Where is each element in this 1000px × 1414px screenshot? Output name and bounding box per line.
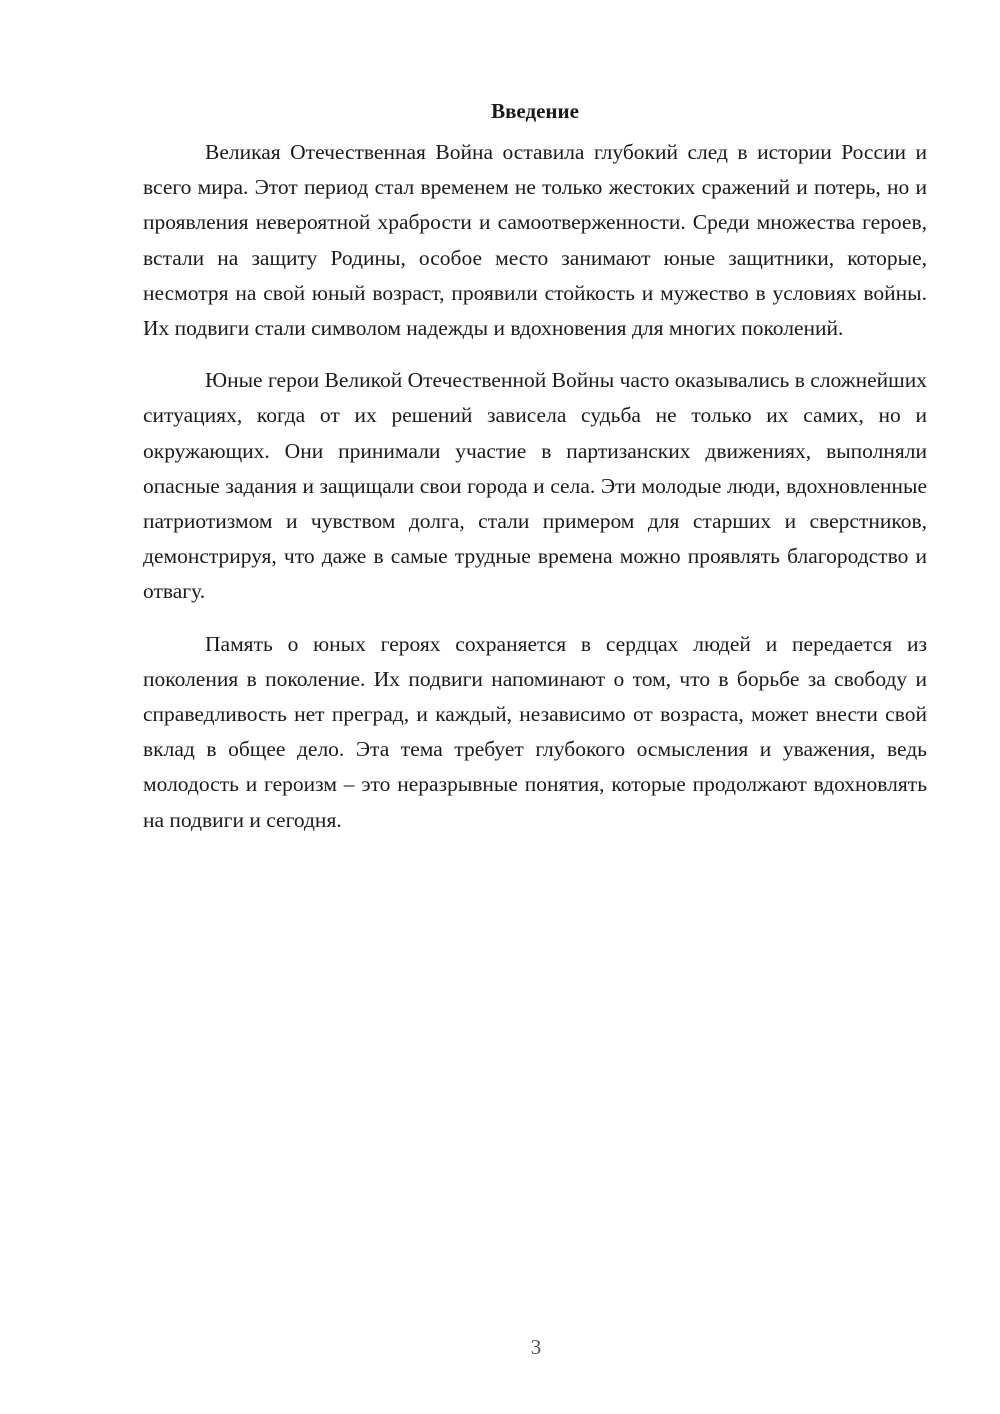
paragraph-2: Юные герои Великой Отечественной Войны часто оказывались в сложнейших ситуациях, когда от их решений зависела судьба не только их самих, но и окружающих. Они принимали участие в партизанских движениях, выполняли опасные задания и защищали свои города и села. Эти молодые люди, вдохновленные патриотизмом и чувством долга, стали примером для старших и сверстников, демонстрируя, что даже в самые трудные времена можно проявлять благородство и отвагу. xyxy=(143,368,927,604)
paragraph-3: Память о юных героях сохраняется в сердцах людей и передается из поколения в поколение. Их подвиги напоминают о том, что в борьбе за свободу и справедливость нет преград, и каждый, независимо от возраста, может внести свой вклад в общее дело. Эта тема требует глубокого осмысления и уважения, ведь молодость и героизм – это неразрывные понятия, которые продолжают вдохновлять на подвиги и сегодня. xyxy=(143,631,927,832)
page-number: 3 xyxy=(530,1335,542,1359)
paragraph-1: Великая Отечественная Война оставила глубокий след в истории России и всего мира. Этот период стал временем не только жестоких сражений и потерь, но и проявления невероятной храбрости и самоотверженности. Среди множества героев, встали на защиту Родины, особое место занимают юные защитники, которые, несмотря на свой юный возраст, проявили стойкость и мужество в условиях войны. Их подвиги стали символом надежды и вдохновения для многих поколений. xyxy=(143,140,927,341)
section-title: Введение xyxy=(491,99,579,123)
page-content xyxy=(143,96,927,855)
